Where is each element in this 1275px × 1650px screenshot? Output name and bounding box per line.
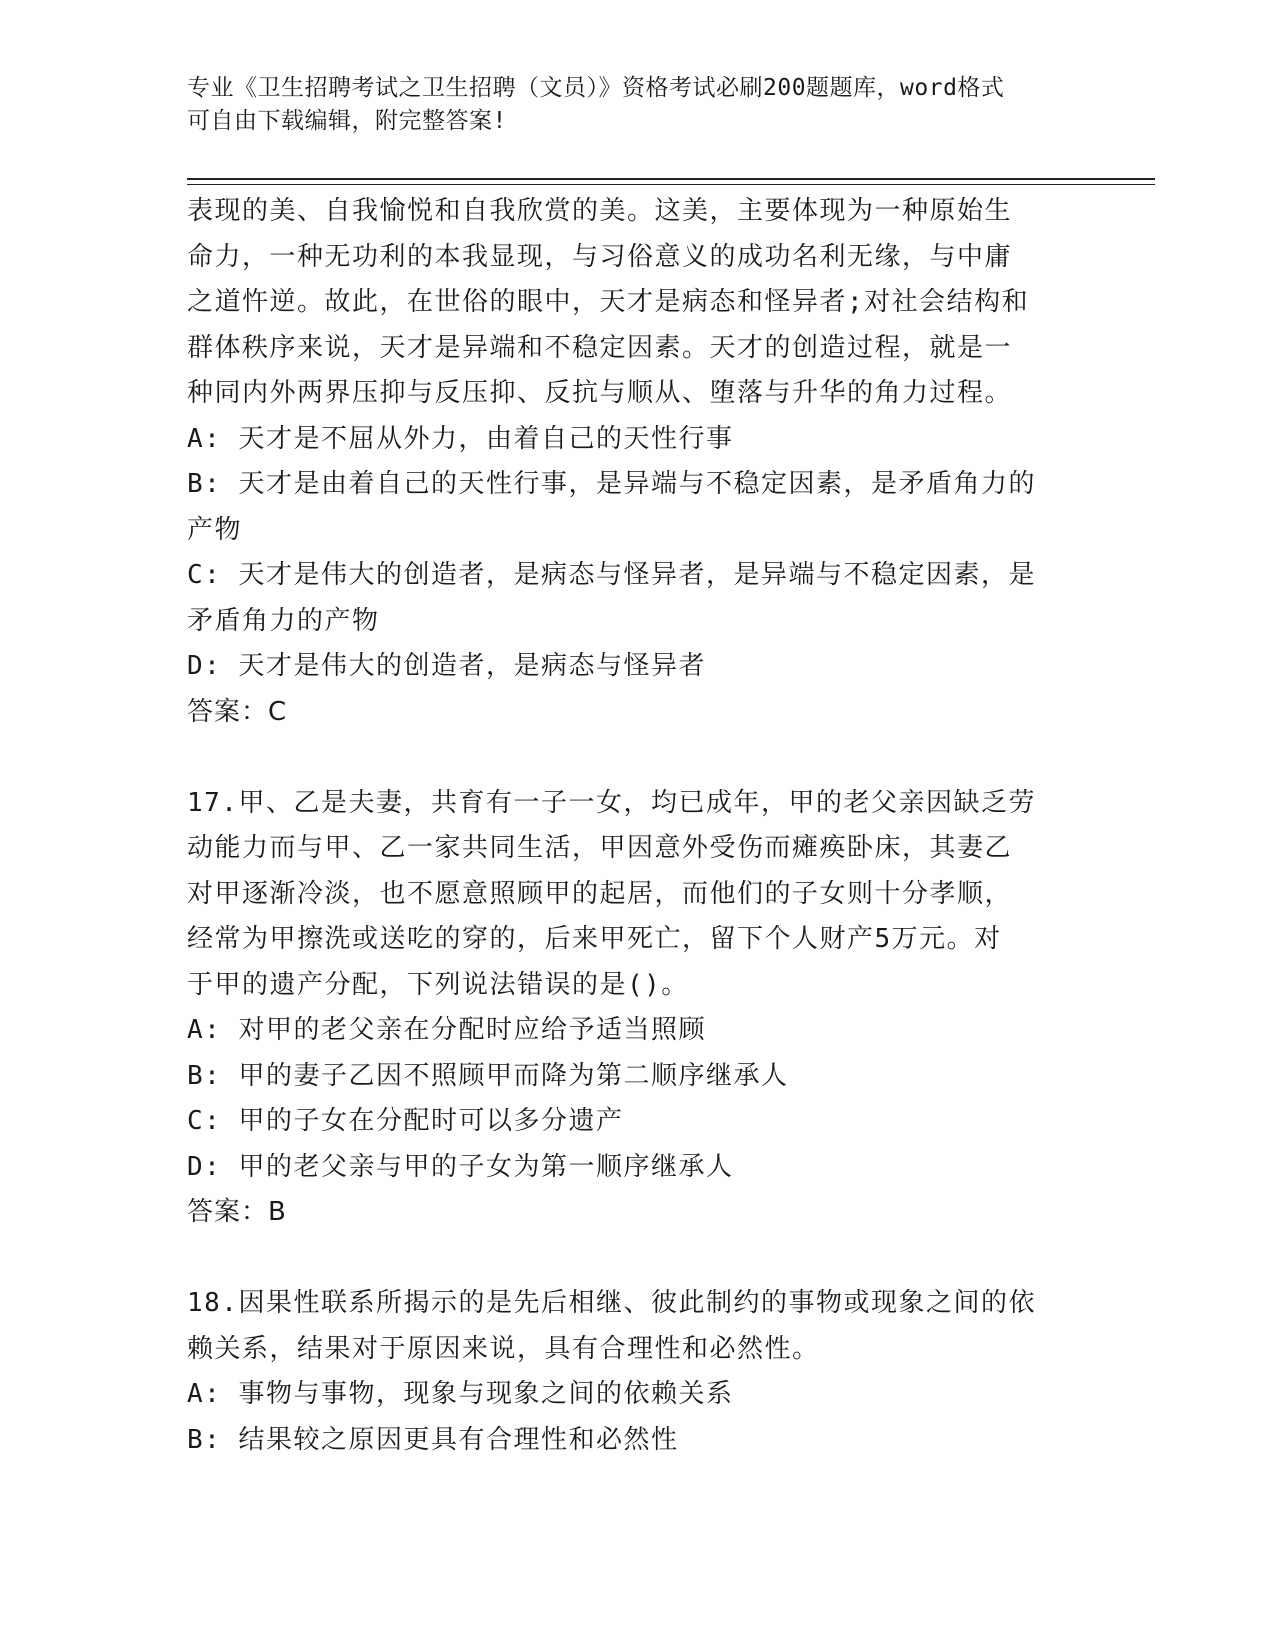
question-16 xyxy=(187,189,1087,735)
option-b-continued: 产物 xyxy=(187,514,243,545)
header-line-1: 专业《卫生招聘考试之卫生招聘（文员）》资格考试必刷200题题库，word格式 xyxy=(187,75,1005,101)
question-stem-line: 表现的美、自我愉悦和自我欣赏的美。这美，主要体现为一种原始生 xyxy=(187,196,1013,226)
header-line-2: 可自由下载编辑，附完整答案! xyxy=(187,108,507,134)
option-d: D: 天才是伟大的创造者，是病态与怪异者 xyxy=(187,651,706,681)
option-b: B: 甲的妻子乙因不照顾甲而降为第二顺序继承人 xyxy=(187,1060,789,1091)
question-stem-line: 种同内外两界压抑与反压抑、反抗与顺从、堕落与升华的角力过程。 xyxy=(187,378,1013,408)
option-d: D: 甲的老父亲与甲的子女为第一顺序继承人 xyxy=(187,1151,734,1182)
question-stem-line: 群体秩序来说，天才是异端和不稳定因素。天才的创造过程，就是一 xyxy=(187,332,1013,363)
option-c: C: 甲的子女在分配时可以多分遗产 xyxy=(187,1106,624,1136)
question-stem-line: 17.甲、乙是夫妻，共育有一子一女，均已成年，甲的老父亲因缺乏劳 xyxy=(187,787,1036,818)
option-c-continued: 矛盾角力的产物 xyxy=(187,605,380,636)
question-18 xyxy=(187,1281,1087,1463)
spacer xyxy=(187,735,1087,781)
question-stem-line: 动能力而与甲、乙一家共同生活，甲因意外受伤而瘫痪卧床，其妻乙 xyxy=(187,833,1013,863)
spacer xyxy=(187,1236,1087,1282)
question-stem-line: 于甲的遗产分配，下列说法错误的是()。 xyxy=(187,969,689,1000)
option-a: A: 对甲的老父亲在分配时应给予适当照顾 xyxy=(187,1015,706,1045)
answer-label: 答案：C xyxy=(187,696,288,727)
document-body xyxy=(187,189,1087,1463)
question-stem-line: 对甲逐渐冷淡，也不愿意照顾甲的起居，而他们的子女则十分孝顺， xyxy=(187,878,1013,909)
question-stem-line: 赖关系，结果对于原因来说，具有合理性和必然性。 xyxy=(187,1333,820,1364)
option-b: B: 天才是由着自己的天性行事，是异端与不稳定因素，是矛盾角力的 xyxy=(187,469,1036,499)
option-a: A: 事物与事物，现象与现象之间的依赖关系 xyxy=(187,1379,734,1409)
option-c: C: 天才是伟大的创造者，是病态与怪异者，是异端与不稳定因素，是 xyxy=(187,560,1036,590)
question-stem-line: 之道忤逆。故此，在世俗的眼中，天才是病态和怪异者;对社会结构和 xyxy=(187,287,1030,317)
question-stem-line: 18.因果性联系所揭示的是先后相继、彼此制约的事物或现象之间的依 xyxy=(187,1288,1036,1318)
option-b: B: 结果较之原因更具有合理性和必然性 xyxy=(187,1424,679,1455)
question-stem-line: 命力，一种无功利的本我显现，与习俗意义的成功名利无缘，与中庸 xyxy=(187,241,1013,272)
question-stem-line: 经常为甲擦洗或送吃的穿的，后来甲死亡，留下个人财产5万元。对 xyxy=(187,924,1002,954)
question-17 xyxy=(187,781,1087,1236)
header-rule-thick xyxy=(187,178,1155,180)
header-rule-thin xyxy=(187,184,1155,185)
answer-label: 答案：B xyxy=(187,1197,287,1227)
document-header xyxy=(187,72,1067,138)
option-a: A: 天才是不屈从外力，由着自己的天性行事 xyxy=(187,423,734,454)
